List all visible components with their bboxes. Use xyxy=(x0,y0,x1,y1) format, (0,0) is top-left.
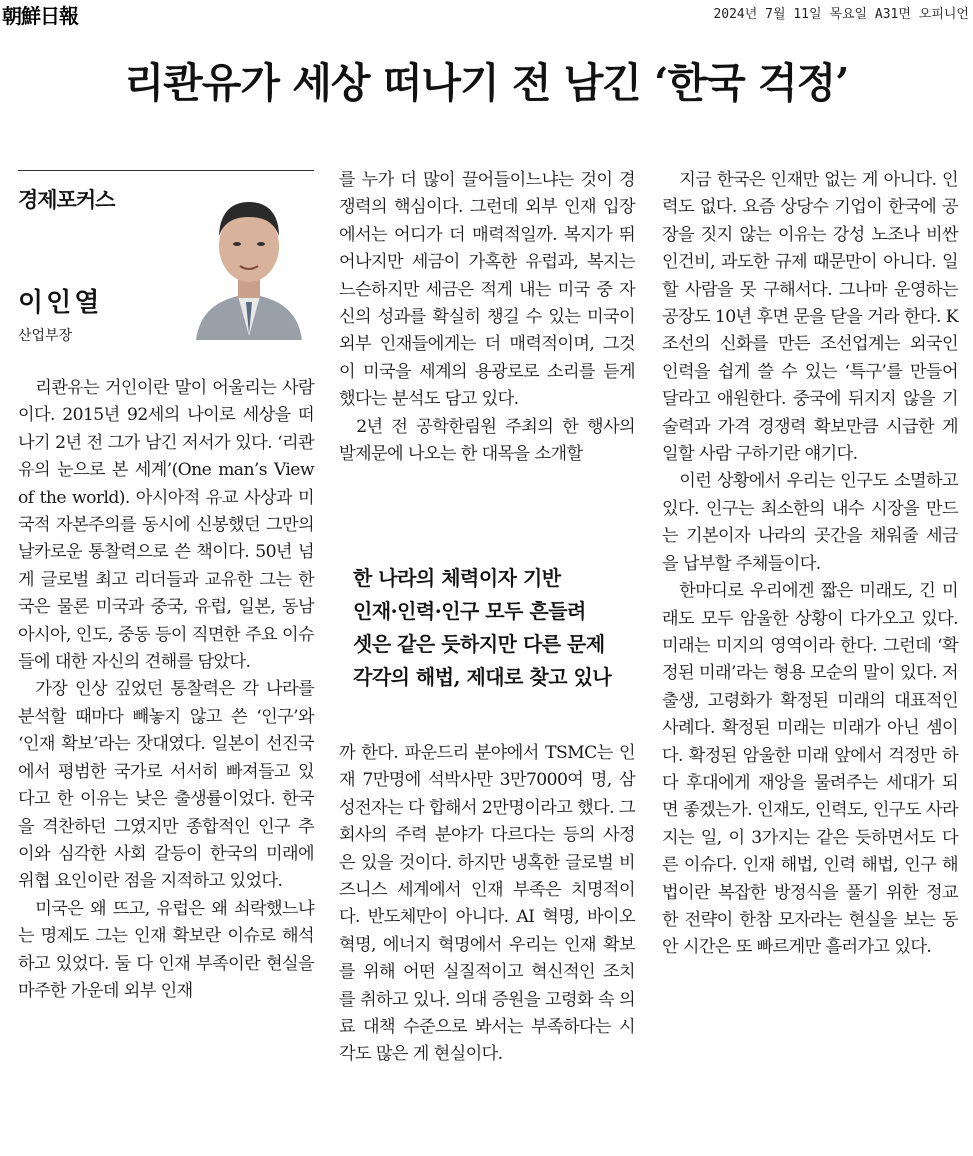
byline-rule xyxy=(18,170,314,171)
paragraph: 지금 한국은 인재만 없는 게 아니다. 인력도 없다. 요즘 상당수 기업이 한국에 공장을 짓지 않는 이유는 강성 노조나 비싼 인건비, 과도한 규제 때문만이 아니다. 일할 사람을 못 구해서다. 그나마 운영하는 공장도 10년 후면 문을 닫을 거라 한다. K조선의 신화를 만든 조선업계는 외국인 인력을 쉽게 쓸 수 있는 ‘특구’를 만들어 달라고 애원한다. 중국에 뒤지지 않을 기술력과 가격 경쟁력 확보만큼 시급한 게 일할 사람 구하기란 얘기다. xyxy=(662,170,958,465)
pull-quote-line: 인재·인력·인구 모두 흔들려 xyxy=(353,599,586,623)
byline-box xyxy=(18,170,314,378)
paragraph: 한마디로 우리에겐 짧은 미래도, 긴 미래도 모두 암울한 상황이 다가오고 있다. 미래는 미지의 영역이라 한다. 그런데 ‘확정된 미래’라는 형용 모순의 말이 있다. 저출생, 고령화가 확정된 미래의 대표적인 사례다. 확정된 미래는 미래가 아닌 셈이다. 확정된 암울한 미래 앞에서 걱정만 하다 후대에게 재앙을 물려주는 세대가 되면 좋겠는가. 인재도, 인력도, 인구도 사라지는 일, 이 3가지는 같은 듯하면서도 다른 이슈다. 인재 해법, 인력 해법, 인구 해법이란 복잡한 방정식을 풀기 위한 정교한 전략이 한참 모자라는 현실을 보는 동안 시간은 또 빠르게만 흘러가고 있다. xyxy=(662,581,958,958)
article-column-2-top xyxy=(339,167,635,468)
article-column-2-bottom xyxy=(339,740,635,1069)
paragraph: 이런 상황에서 우리는 인구도 소멸하고 있다. 인구는 최소한의 내수 시장을 만드는 기본이자 나라의 곳간을 채워줄 세금을 납부할 주체들이다. xyxy=(662,471,958,574)
pull-quote-line: 각각의 해법, 제대로 찾고 있나 xyxy=(353,665,612,689)
column-section-label: 경제포커스 xyxy=(18,188,115,212)
headline: 리콴유가 세상 떠나기 전 남긴 ‘한국 걱정’ xyxy=(124,59,849,107)
author-title: 산업부장 xyxy=(18,328,73,344)
article-column-3 xyxy=(662,167,958,962)
masthead xyxy=(0,0,973,28)
newspaper-logo: 朝鮮日報 xyxy=(2,4,78,28)
pull-quote xyxy=(339,562,635,694)
author-name: 이인열 xyxy=(18,288,103,318)
paragraph: 미국은 왜 뜨고, 유럽은 왜 쇠락했느냐는 명제도 그는 인재 확보란 이슈로 해석하고 있었다. 둘 다 인재 부족이란 현실을 마주한 가운데 외부 인재 xyxy=(18,898,314,1001)
paragraph: 까 한다. 파운드리 분야에서 TSMC는 인재 7만명에 석박사만 3만7000여 명, 삼성전자는 다 합해서 2만명이라고 했다. 그 회사의 주력 분야가 다르다는 등의 사정은 있을 것이다. 하지만 냉혹한 글로벌 비즈니스 세계에서 인재 부족은 치명적이다. 반도체만이 아니다. AI 혁명, 바이오 혁명, 에너지 혁명에서 우리는 인재 확보를 위해 어떤 실질적이고 혁신적인 조치를 취하고 있나. 의대 증원을 고령화 속 의료 대책 수준으로 봐서는 부족하다는 시각도 많은 게 현실이다. xyxy=(339,743,635,1065)
paragraph: 2년 전 공학한림원 주최의 한 행사의 발제문에 나오는 한 대목을 소개할 xyxy=(339,416,635,465)
paragraph: 를 누가 더 많이 끌어들이느냐는 것이 경쟁력의 핵심이다. 그런데 외부 인재 입장에서는 어디가 더 매력적일까. 복지가 뛰어나지만 세금이 가혹한 유럽과, 복지는 느슨하지만 세금은 적게 내는 미국 중 자신의 성과를 확실히 챙길 수 있는 미국이 외부 인재들에게는 더 매력적이며, 그것이 미국을 세계의 용광로로 소리를 듣게 했다는 분석도 담고 있다. xyxy=(339,170,635,410)
article-column-1 xyxy=(18,375,314,1005)
author-photo xyxy=(186,184,312,340)
pull-quote-line: 한 나라의 체력이자 기반 xyxy=(353,566,561,590)
dateline: 2024년 7월 11일 목요일 A31면 오피니언 xyxy=(713,7,969,22)
pull-quote-line: 셋은 같은 듯하지만 다른 문제 xyxy=(353,632,605,656)
author-portrait-icon xyxy=(186,184,312,340)
paragraph: 리콴유는 거인이란 말이 어울리는 사람이다. 2015년 92세의 나이로 세상을 떠나기 2년 전 그가 남긴 저서가 있다. ‘리콴유의 눈으로 본 세계’(One man’s View of the world). 아시아적 유교 사상과 미국적 자본주의를 동시에 신봉했던 그만의 날카로운 통찰력으로 쓴 책이다. 50년 넘게 글로벌 최고 리더들과 교유한 그는 한국은 물론 미국과 중국, 유럽, 일본, 동남아시아, 인도, 중동 등이 직면한 주요 이슈들에 대한 자신의 견해를 담았다. xyxy=(18,378,314,673)
paragraph: 가장 인상 깊었던 통찰력은 각 나라를 분석할 때마다 빼놓지 않고 쓴 ‘인구’와 ‘인재 확보’라는 잣대였다. 일본이 선진국에서 평범한 국가로 서서히 빠져들고 있다고 한 이유는 낮은 출생률이었다. 한국을 격찬하던 그였지만 종합적인 인구 추이와 심각한 사회 갈등이 한국의 미래에 위협 요인이란 점을 지적하고 있었다. xyxy=(18,679,314,892)
